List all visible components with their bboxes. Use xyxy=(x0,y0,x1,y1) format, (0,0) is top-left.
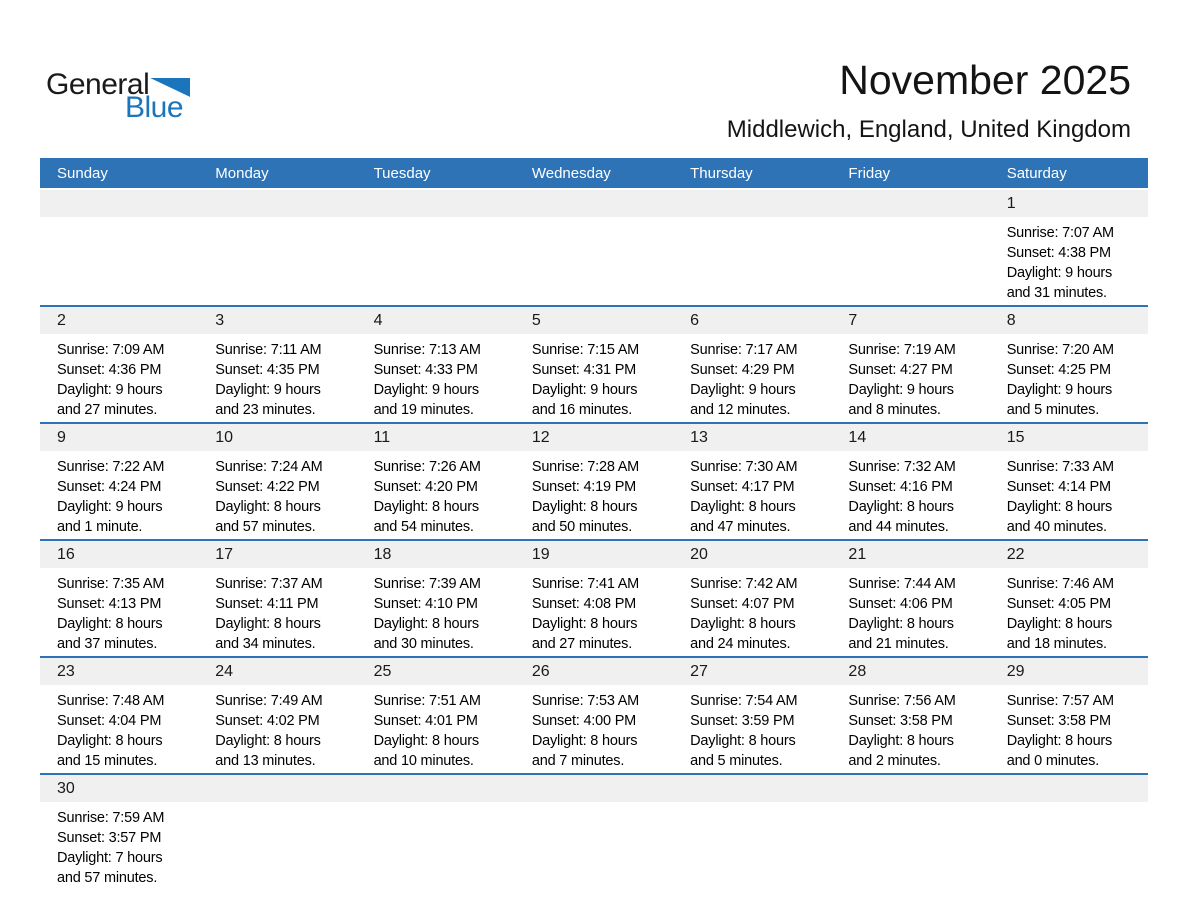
daylight-line-1: Daylight: 8 hours xyxy=(373,733,479,749)
daylight-line-1: Daylight: 8 hours xyxy=(1006,616,1113,632)
daylight-line-1: Daylight: 8 hours xyxy=(690,499,796,515)
sunset-line: Sunset: 4:17 PM xyxy=(690,479,795,495)
sunset-line: Sunset: 4:00 PM xyxy=(531,713,637,729)
week-row xyxy=(40,305,1148,422)
day-cell xyxy=(673,685,831,773)
day-number: 26 xyxy=(531,662,550,680)
sunset-line: Sunset: 4:29 PM xyxy=(690,362,795,378)
day-cell xyxy=(990,334,1148,422)
daylight-line-1: Daylight: 8 hours xyxy=(848,733,954,749)
daylight-line-2: and 31 minutes. xyxy=(1006,285,1107,301)
day-cell xyxy=(831,568,989,656)
sunset-line: Sunset: 4:19 PM xyxy=(531,479,637,495)
day-cell xyxy=(515,451,673,539)
sunrise-line: Sunrise: 7:26 AM xyxy=(373,459,481,475)
sunset-line: Sunset: 4:27 PM xyxy=(848,362,953,378)
sunset-line: Sunset: 4:07 PM xyxy=(690,596,795,612)
day-cell xyxy=(673,568,831,656)
day-number: 7 xyxy=(848,311,858,329)
day-number: 21 xyxy=(848,545,867,563)
sunset-line: Sunset: 3:57 PM xyxy=(57,830,162,846)
day-cell xyxy=(990,217,1148,305)
sunrise-line: Sunrise: 7:24 AM xyxy=(215,459,323,475)
sunrise-line: Sunrise: 7:28 AM xyxy=(531,459,640,475)
weekday-label-friday: Friday xyxy=(848,164,891,182)
sunrise-line: Sunrise: 7:15 AM xyxy=(531,342,640,358)
day-cell xyxy=(831,334,989,422)
daylight-line-1: Daylight: 8 hours xyxy=(848,616,954,632)
day-number-band xyxy=(40,658,1148,685)
sunset-line: Sunset: 4:22 PM xyxy=(215,479,320,495)
daylight-line-1: Daylight: 8 hours xyxy=(531,616,638,632)
week-row xyxy=(40,773,1148,890)
day-number: 29 xyxy=(1006,662,1025,680)
sunset-line: Sunset: 4:02 PM xyxy=(215,713,320,729)
sunrise-line: Sunrise: 7:42 AM xyxy=(690,576,798,592)
day-cell xyxy=(357,685,515,773)
day-cell xyxy=(198,685,356,773)
sunset-line: Sunset: 4:20 PM xyxy=(373,479,478,495)
daylight-line-1: Daylight: 8 hours xyxy=(373,616,479,632)
daylight-line-2: and 21 minutes. xyxy=(848,636,949,652)
daylight-line-2: and 57 minutes. xyxy=(57,870,158,886)
day-number: 19 xyxy=(531,545,550,563)
daylight-line-1: Daylight: 9 hours xyxy=(1006,382,1113,398)
day-number: 11 xyxy=(373,428,391,446)
daylight-line-1: Daylight: 7 hours xyxy=(57,850,163,866)
daylight-line-2: and 54 minutes. xyxy=(373,519,474,535)
sunset-line: Sunset: 3:59 PM xyxy=(690,713,795,729)
day-cell-empty xyxy=(40,217,198,305)
weekday-label-monday: Monday xyxy=(215,164,269,182)
week-content-row xyxy=(40,685,1148,773)
weekday-label-tuesday: Tuesday xyxy=(373,164,431,182)
day-cell xyxy=(990,568,1148,656)
day-number: 13 xyxy=(690,428,708,446)
daylight-line-1: Daylight: 9 hours xyxy=(373,382,479,398)
day-number: 28 xyxy=(848,662,867,680)
day-cell xyxy=(990,685,1148,773)
daylight-line-1: Daylight: 9 hours xyxy=(57,499,163,515)
daylight-line-2: and 27 minutes. xyxy=(531,636,633,652)
daylight-line-2: and 1 minute. xyxy=(57,519,143,535)
day-number: 25 xyxy=(373,662,392,680)
daylight-line-2: and 15 minutes. xyxy=(57,753,158,769)
daylight-line-1: Daylight: 9 hours xyxy=(848,382,954,398)
sunrise-line: Sunrise: 7:49 AM xyxy=(215,693,323,709)
daylight-line-2: and 44 minutes. xyxy=(848,519,949,535)
sunrise-line: Sunrise: 7:30 AM xyxy=(690,459,798,475)
sunrise-line: Sunrise: 7:13 AM xyxy=(373,342,481,358)
daylight-line-1: Daylight: 9 hours xyxy=(690,382,796,398)
sunrise-line: Sunrise: 7:22 AM xyxy=(57,459,165,475)
sunrise-line: Sunrise: 7:39 AM xyxy=(373,576,481,592)
day-cell xyxy=(198,568,356,656)
daylight-line-2: and 13 minutes. xyxy=(215,753,316,769)
week-row xyxy=(40,422,1148,539)
sunrise-line: Sunrise: 7:46 AM xyxy=(1006,576,1114,592)
day-cell-empty xyxy=(198,217,356,305)
sunrise-line: Sunrise: 7:57 AM xyxy=(1006,693,1114,709)
day-cell-empty xyxy=(990,802,1148,890)
daylight-line-2: and 5 minutes. xyxy=(1006,402,1100,418)
day-number: 6 xyxy=(690,311,700,329)
sunset-line: Sunset: 4:10 PM xyxy=(373,596,478,612)
daylight-line-2: and 34 minutes. xyxy=(215,636,316,652)
weekday-label-thursday: Thursday xyxy=(690,164,753,182)
sunset-line: Sunset: 4:36 PM xyxy=(57,362,162,378)
day-cell-empty xyxy=(673,802,831,890)
sunrise-line: Sunrise: 7:37 AM xyxy=(215,576,323,592)
daylight-line-2: and 0 minutes. xyxy=(1006,753,1100,769)
sunrise-line: Sunrise: 7:11 AM xyxy=(215,342,322,358)
daylight-line-2: and 50 minutes. xyxy=(531,519,633,535)
sunrise-line: Sunrise: 7:59 AM xyxy=(57,810,165,826)
sunset-line: Sunset: 4:06 PM xyxy=(848,596,953,612)
daylight-line-1: Daylight: 8 hours xyxy=(215,499,321,515)
daylight-line-2: and 18 minutes. xyxy=(1006,636,1107,652)
day-number: 1 xyxy=(1006,194,1016,212)
sunset-line: Sunset: 4:24 PM xyxy=(57,479,162,495)
week-content-row xyxy=(40,802,1148,890)
week-row xyxy=(40,539,1148,656)
week-content-row xyxy=(40,334,1148,422)
day-number-band xyxy=(40,541,1148,568)
day-cell xyxy=(831,451,989,539)
day-number: 5 xyxy=(531,311,541,329)
sunrise-line: Sunrise: 7:33 AM xyxy=(1006,459,1114,475)
day-cell xyxy=(357,568,515,656)
sunset-line: Sunset: 4:14 PM xyxy=(1006,479,1111,495)
sunrise-line: Sunrise: 7:48 AM xyxy=(57,693,165,709)
daylight-line-1: Daylight: 8 hours xyxy=(57,733,163,749)
day-cell xyxy=(673,451,831,539)
weekday-label-sunday: Sunday xyxy=(57,164,108,182)
daylight-line-1: Daylight: 9 hours xyxy=(531,382,638,398)
day-cell-empty xyxy=(357,802,515,890)
sunset-line: Sunset: 4:35 PM xyxy=(215,362,320,378)
sunrise-line: Sunrise: 7:09 AM xyxy=(57,342,165,358)
daylight-line-1: Daylight: 9 hours xyxy=(1006,265,1113,281)
daylight-line-1: Daylight: 8 hours xyxy=(531,499,638,515)
daylight-line-2: and 12 minutes. xyxy=(690,402,791,418)
daylight-line-2: and 10 minutes. xyxy=(373,753,474,769)
day-number: 20 xyxy=(690,545,708,563)
day-number-band xyxy=(40,775,1148,802)
week-row xyxy=(40,656,1148,773)
sunrise-line: Sunrise: 7:53 AM xyxy=(531,693,640,709)
sunrise-line: Sunrise: 7:44 AM xyxy=(848,576,956,592)
sunrise-line: Sunrise: 7:19 AM xyxy=(848,342,956,358)
daylight-line-1: Daylight: 8 hours xyxy=(373,499,479,515)
weekday-header-row xyxy=(40,158,1148,188)
general-blue-logo xyxy=(46,70,196,123)
sunrise-line: Sunrise: 7:17 AM xyxy=(690,342,798,358)
day-number: 22 xyxy=(1006,545,1025,563)
day-number: 8 xyxy=(1006,311,1016,329)
day-number: 23 xyxy=(57,662,75,680)
daylight-line-1: Daylight: 8 hours xyxy=(690,733,796,749)
day-cell xyxy=(357,334,515,422)
sunset-line: Sunset: 4:11 PM xyxy=(215,596,319,612)
day-cell-empty xyxy=(831,802,989,890)
day-number: 10 xyxy=(215,428,234,446)
sunset-line: Sunset: 4:33 PM xyxy=(373,362,478,378)
day-number: 30 xyxy=(57,779,75,797)
sunset-line: Sunset: 3:58 PM xyxy=(848,713,953,729)
day-number: 14 xyxy=(848,428,867,446)
day-number-band xyxy=(40,190,1148,217)
location-subtitle: Middlewich, England, United Kingdom xyxy=(726,116,1131,143)
day-cell xyxy=(515,685,673,773)
week-content-row xyxy=(40,568,1148,656)
sunrise-line: Sunrise: 7:20 AM xyxy=(1006,342,1114,358)
sunset-line: Sunset: 4:38 PM xyxy=(1006,245,1111,261)
daylight-line-1: Daylight: 9 hours xyxy=(215,382,321,398)
day-number: 12 xyxy=(531,428,550,446)
weekday-label-wednesday: Wednesday xyxy=(531,164,611,182)
sunset-line: Sunset: 4:13 PM xyxy=(57,596,162,612)
day-number: 9 xyxy=(57,428,66,446)
day-number-band xyxy=(40,307,1148,334)
day-cell xyxy=(831,685,989,773)
daylight-line-1: Daylight: 8 hours xyxy=(848,499,954,515)
calendar-grid xyxy=(40,158,1148,890)
sunrise-line: Sunrise: 7:32 AM xyxy=(848,459,956,475)
daylight-line-2: and 5 minutes. xyxy=(690,753,783,769)
day-cell-empty xyxy=(515,217,673,305)
day-cell xyxy=(515,568,673,656)
sunrise-line: Sunrise: 7:41 AM xyxy=(531,576,640,592)
daylight-line-2: and 8 minutes. xyxy=(848,402,941,418)
day-number: 2 xyxy=(57,311,66,329)
daylight-line-1: Daylight: 8 hours xyxy=(1006,499,1113,515)
day-cell xyxy=(40,685,198,773)
sunset-line: Sunset: 4:16 PM xyxy=(848,479,953,495)
daylight-line-2: and 47 minutes. xyxy=(690,519,791,535)
daylight-line-2: and 57 minutes. xyxy=(215,519,316,535)
daylight-line-2: and 24 minutes. xyxy=(690,636,791,652)
day-cell xyxy=(198,451,356,539)
sunset-line: Sunset: 4:01 PM xyxy=(373,713,478,729)
sunset-line: Sunset: 4:04 PM xyxy=(57,713,162,729)
sunrise-line: Sunrise: 7:54 AM xyxy=(690,693,798,709)
sunset-line: Sunset: 3:58 PM xyxy=(1006,713,1111,729)
daylight-line-2: and 19 minutes. xyxy=(373,402,474,418)
daylight-line-2: and 2 minutes. xyxy=(848,753,941,769)
daylight-line-1: Daylight: 8 hours xyxy=(215,616,321,632)
day-cell-empty xyxy=(831,217,989,305)
daylight-line-2: and 27 minutes. xyxy=(57,402,158,418)
day-cell-empty xyxy=(515,802,673,890)
day-cell xyxy=(40,451,198,539)
sunrise-line: Sunrise: 7:35 AM xyxy=(57,576,165,592)
daylight-line-2: and 16 minutes. xyxy=(531,402,633,418)
weekday-label-saturday: Saturday xyxy=(1006,164,1067,182)
day-number: 3 xyxy=(215,311,225,329)
month-title: November 2025 xyxy=(839,57,1131,103)
day-cell-empty xyxy=(673,217,831,305)
daylight-line-1: Daylight: 9 hours xyxy=(57,382,163,398)
day-number: 4 xyxy=(373,311,383,329)
day-cell xyxy=(40,568,198,656)
day-cell xyxy=(515,334,673,422)
week-row xyxy=(40,190,1148,305)
day-cell-empty xyxy=(357,217,515,305)
day-cell xyxy=(40,334,198,422)
sunset-line: Sunset: 4:25 PM xyxy=(1006,362,1111,378)
sunset-line: Sunset: 4:05 PM xyxy=(1006,596,1111,612)
sunset-line: Sunset: 4:08 PM xyxy=(531,596,637,612)
daylight-line-1: Daylight: 8 hours xyxy=(57,616,163,632)
logo-text-general: General xyxy=(46,68,150,101)
daylight-line-2: and 7 minutes. xyxy=(531,753,625,769)
day-cell xyxy=(673,334,831,422)
day-cell-empty xyxy=(198,802,356,890)
sunrise-line: Sunrise: 7:56 AM xyxy=(848,693,956,709)
day-number: 16 xyxy=(57,545,75,563)
daylight-line-2: and 37 minutes. xyxy=(57,636,158,652)
day-cell xyxy=(357,451,515,539)
day-number: 17 xyxy=(215,545,234,563)
daylight-line-2: and 30 minutes. xyxy=(373,636,474,652)
week-content-row xyxy=(40,217,1148,305)
sunrise-line: Sunrise: 7:07 AM xyxy=(1006,225,1114,241)
day-number: 27 xyxy=(690,662,708,680)
day-number: 24 xyxy=(215,662,234,680)
daylight-line-2: and 23 minutes. xyxy=(215,402,316,418)
daylight-line-1: Daylight: 8 hours xyxy=(215,733,321,749)
logo-text-blue: Blue xyxy=(124,91,183,124)
daylight-line-1: Daylight: 8 hours xyxy=(1006,733,1113,749)
daylight-line-1: Daylight: 8 hours xyxy=(690,616,796,632)
day-number: 18 xyxy=(373,545,392,563)
sunset-line: Sunset: 4:31 PM xyxy=(531,362,637,378)
day-cell xyxy=(990,451,1148,539)
day-cell xyxy=(198,334,356,422)
week-content-row xyxy=(40,451,1148,539)
day-number: 15 xyxy=(1006,428,1025,446)
day-number-band xyxy=(40,424,1148,451)
daylight-line-1: Daylight: 8 hours xyxy=(531,733,638,749)
daylight-line-2: and 40 minutes. xyxy=(1006,519,1107,535)
day-cell xyxy=(40,802,198,890)
sunrise-line: Sunrise: 7:51 AM xyxy=(373,693,481,709)
